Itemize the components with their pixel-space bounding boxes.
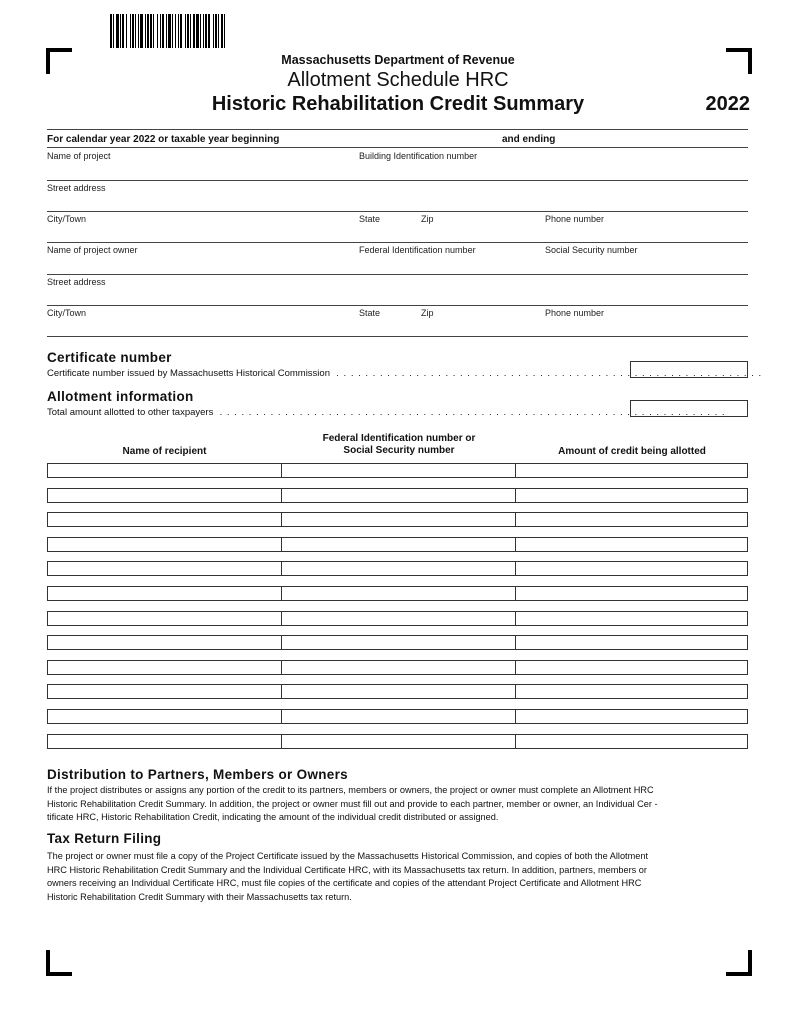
tax-return-line: HRC Historic Rehabilitation Credit Summary and the Individual Certificate HRC, with its Massachusetts tax return. In addition, partners, members or [47,864,647,875]
recipient-id-input[interactable] [282,586,516,601]
recipient-name-input[interactable] [47,586,282,601]
phone-number-field[interactable]: Phone number [545,214,605,224]
credit-amount-input[interactable] [516,586,748,601]
form-subtitle: Historic Rehabilitation Credit Summary [211,93,585,115]
col-header-amount: Amount of credit being allotted [558,446,706,457]
corner-mark-bottom-left [46,950,72,976]
owner-street-address-field[interactable]: Street address [47,277,106,287]
credit-amount-input[interactable] [516,684,748,699]
certificate-heading: Certificate number [47,350,172,365]
owner-state-field[interactable]: State [359,308,381,318]
allotment-line: Total amount allotted to other taxpayers . . . . . . . . . . . . . . . . . . . . . . . . . . . . . . . . . . . . . . . . . . . . . . . . . . . . . . . . . . . . . . . . . . . . . . [47,407,726,418]
tax-return-paragraph [47,850,747,904]
rule [47,242,748,243]
zip-field[interactable]: Zip [421,214,434,224]
recipient-name-input[interactable] [47,512,282,527]
credit-amount-input[interactable] [516,512,748,527]
recipient-id-input[interactable] [282,660,516,675]
state-field[interactable]: State [359,214,381,224]
ssn-field[interactable]: Social Security number [545,245,638,255]
rule [47,180,748,181]
owner-zip-field[interactable]: Zip [421,308,434,318]
recipient-name-input[interactable] [47,684,282,699]
table-row [47,537,748,552]
credit-amount-input[interactable] [516,561,748,576]
credit-amount-input[interactable] [516,635,748,650]
recipient-name-input[interactable] [47,635,282,650]
building-id-field[interactable]: Building Identification number [359,151,478,161]
recipient-id-input[interactable] [282,561,516,576]
recipient-id-input[interactable] [282,488,516,503]
allotment-heading: Allotment information [47,389,194,404]
table-row [47,561,748,576]
corner-mark-bottom-right [726,950,752,976]
form-title: Allotment Schedule HRC [287,69,509,91]
barcode [110,14,342,48]
rule-top [47,129,748,130]
distribution-paragraph [47,784,747,825]
table-row [47,512,748,527]
rule [47,305,748,306]
table-row [47,709,748,724]
rule [47,274,748,275]
rule [47,211,748,212]
credit-amount-input[interactable] [516,734,748,749]
table-row [47,734,748,749]
federal-id-field[interactable]: Federal Identification number [359,245,476,255]
col-header-recipient: Name of recipient [122,446,207,457]
distribution-line: Historic Rehabilitation Credit Summary. In addition, the project or owner must fill out and provide to each partner, member or owner, an Individual Cer - [47,798,658,809]
form-year: 2022 [705,93,750,115]
recipient-name-input[interactable] [47,734,282,749]
department-name: Massachusetts Department of Revenue [281,53,515,67]
credit-amount-input[interactable] [516,709,748,724]
recipient-id-input[interactable] [282,537,516,552]
total-allotted-input[interactable] [630,400,748,417]
recipient-name-input[interactable] [47,660,282,675]
table-row [47,586,748,601]
recipient-id-input[interactable] [282,463,516,478]
and-ending-label: and ending [502,134,556,145]
tax-return-line: The project or owner must file a copy of the Project Certificate issued by the Massachusetts Historical Commission, and copies of both the Allotment [47,851,649,861]
credit-amount-input[interactable] [516,611,748,626]
recipient-id-input[interactable] [282,684,516,699]
tax-return-line: Historic Rehabilitation Credit Summary with their Massachusetts tax return. [47,891,352,902]
owner-phone-number-field[interactable]: Phone number [545,308,605,318]
certificate-number-input[interactable] [630,361,748,378]
table-row [47,611,748,626]
table-row [47,684,748,699]
owner-city-town-field[interactable]: City/Town [47,308,87,318]
distribution-line: tificate HRC, Historic Rehabilitation Credit, indicating the amount of the individual credit distributed or assigned. [47,812,499,822]
certificate-line-text: Certificate number issued by Massachusetts Historical Commission [47,368,330,379]
credit-amount-input[interactable] [516,537,748,552]
tax-return-line: owners receiving an Individual Certificate HRC, must file copies of the certificate and copies of the attendant Project Certificate and Allotment HRC [47,878,642,888]
distribution-heading: Distribution to Partners, Members or Owners [47,767,348,782]
recipient-name-input[interactable] [47,537,282,552]
col-header-federal-id-line1: Federal Identification number or [322,433,476,444]
credit-amount-input[interactable] [516,488,748,503]
distribution-line: If the project distributes or assigns any portion of the credit to its partners, members or owners, the project or owner must complete an Allotment HRC [47,785,654,795]
rule [47,147,748,148]
calendar-year-label: For calendar year 2022 or taxable year beginning [47,134,280,145]
recipient-id-input[interactable] [282,512,516,527]
rule [47,336,748,337]
name-of-owner-field[interactable]: Name of project owner [47,245,138,255]
recipient-id-input[interactable] [282,611,516,626]
recipient-id-input[interactable] [282,709,516,724]
recipient-name-input[interactable] [47,611,282,626]
tax-return-heading: Tax Return Filing [47,831,162,846]
street-address-field[interactable]: Street address [47,183,106,193]
table-row [47,488,748,503]
recipient-id-input[interactable] [282,734,516,749]
recipient-name-input[interactable] [47,488,282,503]
col-header-federal-id-line2: Social Security number [343,445,455,456]
recipient-name-input[interactable] [47,463,282,478]
table-row [47,463,748,478]
name-of-project-field[interactable]: Name of project [47,151,111,161]
recipient-name-input[interactable] [47,561,282,576]
certificate-line: Certificate number issued by Massachusetts Historical Commission . . . . . . . . . . . . . . . . . . . . . . . . . . . . . . . . . . . . . . . . . . . . . . . . . . . . . . . . . . . [47,368,763,379]
table-row [47,660,748,675]
city-town-field[interactable]: City/Town [47,214,87,224]
col-header-federal-id [282,433,516,456]
credit-amount-input[interactable] [516,463,748,478]
table-row [47,635,748,650]
recipient-name-input[interactable] [47,709,282,724]
recipient-id-input[interactable] [282,635,516,650]
credit-amount-input[interactable] [516,660,748,675]
allotment-line-text: Total amount allotted to other taxpayers [47,407,214,418]
